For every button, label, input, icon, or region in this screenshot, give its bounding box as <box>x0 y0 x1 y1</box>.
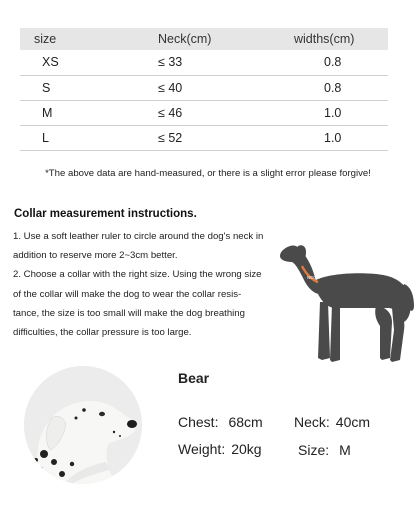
instruction-line: of the collar will make the dog to wear the collar resis- <box>13 288 242 300</box>
instruction-line: 1. Use a soft leather ruler to circle around the dog's neck in <box>13 231 264 242</box>
neck-value: 40cm <box>335 414 371 430</box>
row-width: 0.8 <box>288 75 388 100</box>
chest-value: 68cm <box>228 414 263 430</box>
table-row <box>20 50 388 75</box>
pet-name: Bear <box>178 370 210 386</box>
header-widths: widths(cm) <box>288 28 388 50</box>
chest-label: Chest: <box>178 414 219 430</box>
row-size: L <box>20 125 138 150</box>
header-size: size <box>20 28 138 50</box>
weight-label: Weight: <box>178 441 226 457</box>
row-neck: ≤ 33 <box>138 50 288 75</box>
table-row <box>20 125 388 150</box>
weight-value: 20kg <box>231 441 262 457</box>
row-width: 0.8 <box>288 50 388 75</box>
dalmatian-portrait <box>24 366 142 484</box>
row-width: 1.0 <box>288 100 388 125</box>
size-value: M <box>339 442 351 458</box>
instruction-line: 2. Choose a collar with the right size. Using the wrong size <box>13 269 262 281</box>
size-stat <box>298 442 351 458</box>
row-size: XS <box>20 50 138 75</box>
instruction-line: difficulties, the collar pressure is too large. <box>13 327 192 339</box>
row-neck: ≤ 52 <box>138 125 288 150</box>
size-label: Size: <box>298 442 330 458</box>
row-neck: ≤ 40 <box>138 75 288 100</box>
chest-stat <box>178 414 263 430</box>
size-table-header <box>20 28 388 50</box>
weight-stat <box>178 441 262 457</box>
dog-silhouette-illustration <box>276 222 416 372</box>
instruction-line: addition to reserve more 2~3cm better. <box>13 250 178 262</box>
row-width: 1.0 <box>288 125 388 150</box>
dog-body <box>280 245 414 362</box>
collar-title: Collar measurement instructions. <box>14 208 197 220</box>
dog-portrait-photo <box>24 366 142 484</box>
header-neck: Neck(cm) <box>138 28 288 50</box>
row-neck: ≤ 46 <box>138 100 288 125</box>
size-table <box>20 28 388 151</box>
neck-stat <box>294 414 370 430</box>
table-row <box>20 75 388 100</box>
neck-tag: NECK <box>307 275 320 280</box>
measurement-note: *The above data are hand-measured, or there is a slight error please forgive! <box>45 168 371 179</box>
instruction-line: tance, the size is too small will make the dog breathing <box>13 307 245 319</box>
table-row <box>20 100 388 125</box>
collar-instructions <box>13 227 289 342</box>
row-size: S <box>20 75 138 100</box>
neck-label: Neck: <box>294 414 330 430</box>
row-size: M <box>20 100 138 125</box>
